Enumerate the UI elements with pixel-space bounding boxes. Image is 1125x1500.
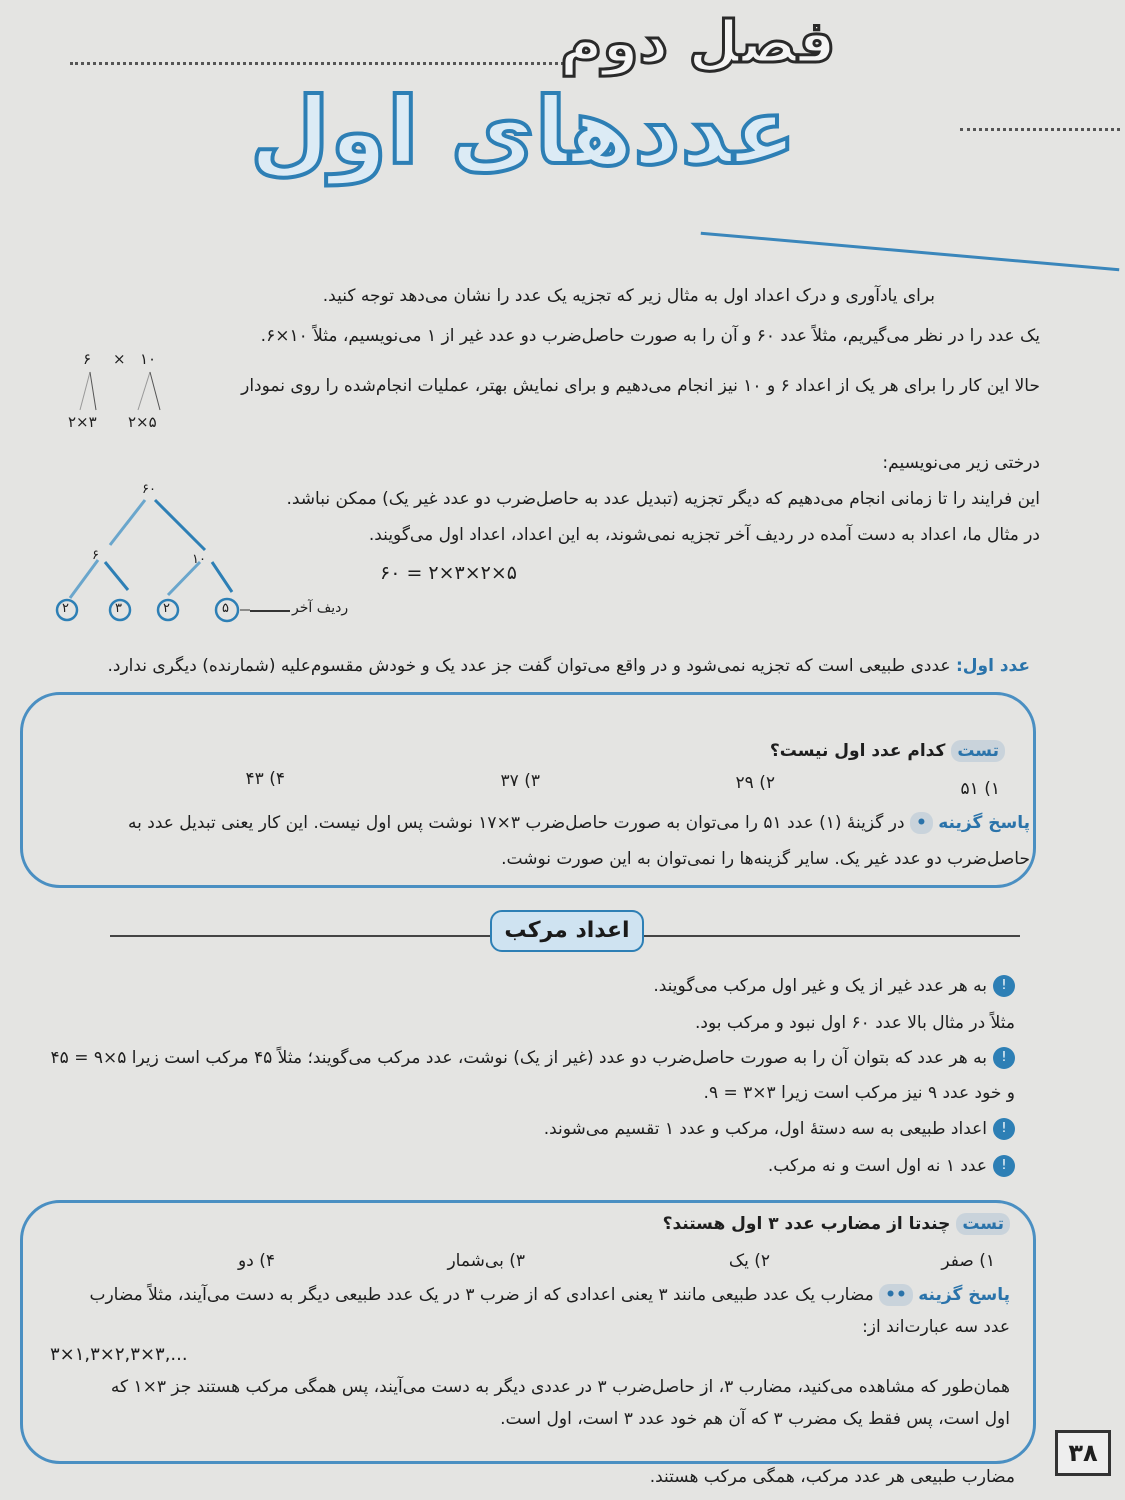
- intro-line-1: برای یادآوری و درک اعداد اول به مثال زیر که تجزیه یک عدد را نشان می‌دهد توجه کنید.: [322, 286, 935, 306]
- test1-option-1[interactable]: ۱) ۵۱: [960, 779, 1000, 799]
- prime-definition: [107, 655, 1030, 677]
- answer-line: مضارب یک عدد طبیعی مانند ۳ یعنی اعدادی که از ضرب ۳ در یک عدد طبیعی دیگر به دست می‌آیند، مثلاً مضارب: [89, 1285, 874, 1305]
- test2-answer-line-2: عدد سه عبارت‌اند از:: [862, 1317, 1010, 1337]
- test2-answer-line-4: همان‌طور که مشاهده می‌کنید، مضارب ۳، از حاصل‌ضرب ۳ در عددی دیگر به دست می‌آیند، پس همگی مرکب هستند جز ۳×۱ که: [110, 1377, 1010, 1397]
- tree-leaf: ۵: [222, 601, 229, 616]
- intro-line-4: درختی زیر می‌نویسیم:: [882, 453, 1040, 473]
- composite-point: [544, 1118, 1015, 1140]
- composite-subpoint: مثلاً در مثال بالا عدد ۶۰ اول نبود و مرکب بود.: [695, 1013, 1015, 1033]
- answer-line: در گزینهٔ (۱) عدد ۵۱ را می‌توان به صورت حاصل‌ضرب ۳×۱۷ نوشت پس اول نیست. این کار یعنی تبدیل عدد به: [128, 813, 905, 833]
- point-text: به هر عدد که بتوان آن را به صورت حاصل‌ضرب دو عدد (غیر از یک) نوشت، عدد مرکب می‌گویند؛ مثلاً ۴۵ مرکب است زیرا ۵×۹ = ۴۵: [50, 1048, 987, 1068]
- test2-option-1[interactable]: ۱) صفر: [941, 1251, 995, 1271]
- point-text: عدد ۱ نه اول است و نه مرکب.: [767, 1156, 987, 1176]
- small-tree-6: ۶: [83, 350, 92, 368]
- answer-label: پاسخ گزینه: [938, 813, 1030, 833]
- composite-header: اعداد مرکب: [490, 910, 644, 952]
- composite-point: [768, 1155, 1015, 1177]
- test2-option-2[interactable]: ۲) یک: [728, 1251, 770, 1271]
- chapter-divider: [70, 62, 570, 65]
- test1-question: [770, 740, 1005, 762]
- definition-text: عددی طبیعی است که تجزیه نمی‌شود و در واقع می‌توان گفت جز عدد یک و خودش مقسوم‌علیه (شمارنده) دیگری ندارد.: [107, 656, 951, 676]
- small-tree-times: ×: [113, 350, 126, 368]
- test2-answer: [89, 1284, 1010, 1306]
- test1-option-4[interactable]: ۴) ۴۳: [245, 769, 285, 789]
- small-tree-2x3: ۲×۳: [68, 413, 97, 431]
- tree-mid-left: ۶: [92, 548, 99, 563]
- page-number: ۳۸: [1055, 1430, 1111, 1476]
- question-text: کدام عدد اول نیست؟: [769, 741, 946, 761]
- definition-label: عدد اول:: [955, 656, 1030, 676]
- test-tag: تست: [956, 1213, 1010, 1235]
- test2-option-4[interactable]: ۴) دو: [238, 1251, 275, 1271]
- answer-label: پاسخ گزینه: [918, 1285, 1010, 1305]
- intro-line-5: این فرایند را تا زمانی انجام می‌دهیم که دیگر تجزیه (تبدیل عدد به حاصل‌ضرب دو عدد غیر یک) ممکن نباشد.: [286, 489, 1040, 509]
- footer-note: مضارب طبیعی هر عدد مرکب، همگی مرکب هستند.: [649, 1467, 1015, 1487]
- point-text: اعداد طبیعی به سه دستهٔ اول، مرکب و عدد ۱ تقسیم می‌شوند.: [543, 1119, 987, 1139]
- point-text: به هر عدد غیر از یک و غیر اول مرکب می‌گویند.: [653, 976, 987, 996]
- test1-answer-line-2: حاصل‌ضرب دو عدد غیر یک. سایر گزینه‌ها را نمی‌توان به این صورت نوشت.: [501, 849, 1030, 869]
- test1-option-3[interactable]: ۳) ۳۷: [500, 771, 540, 791]
- question-text: چندتا از مضارب عدد ۳ اول هستند؟: [662, 1214, 951, 1234]
- intro-line-6: در مثال ما، اعداد به دست آمده در ردیف آخر تجزیه نمی‌شوند، به این اعداد، اعداد اول می‌گویند.: [368, 525, 1040, 545]
- arrow-line: [250, 610, 290, 612]
- tree-leaf: ۲: [62, 601, 69, 616]
- composite-subpoint: و خود عدد ۹ نیز مرکب است زیرا ۳×۳ = ۹.: [703, 1083, 1015, 1103]
- section-divider-left: [110, 935, 490, 937]
- tree-leaf: ۳: [115, 601, 122, 616]
- tree-root: ۶۰: [142, 482, 156, 497]
- composite-point: [51, 1047, 1015, 1069]
- chapter-title: فصل دوم: [560, 8, 836, 76]
- answer-mark: ••: [879, 1284, 913, 1306]
- test2-answer-line-5: اول است، پس فقط یک مضرب ۳ که آن هم خود عدد ۳ است، اول است.: [500, 1409, 1010, 1429]
- test1-option-2[interactable]: ۲) ۲۹: [735, 773, 775, 793]
- factor-tree: [50, 480, 250, 630]
- title-underline: [701, 232, 1120, 272]
- tree-leaf: ۲: [163, 601, 170, 616]
- intro-line-3: حالا این کار را برای هر یک از اعداد ۶ و ۱۰ نیز انجام می‌دهیم و برای نمایش بهتر، عملیات انجام‌شده را روی نمودار: [241, 376, 1040, 396]
- small-tree-2x5: ۲×۵: [128, 413, 157, 431]
- intro-line-2: یک عدد را در نظر می‌گیریم، مثلاً عدد ۶۰ و آن را به صورت حاصل‌ضرب دو عدد غیر از ۱ می‌نویسیم، مثلاً ۱۰×۶.: [260, 326, 1040, 346]
- factorization-equation: ۶۰ = ۲×۳×۲×۵: [380, 562, 517, 584]
- lock-icon: !: [993, 1118, 1015, 1140]
- section-divider-right: [640, 935, 1020, 937]
- test-tag: تست: [951, 740, 1005, 762]
- multiples-list: ۳×۱,۳×۲,۳×۳,...: [50, 1344, 188, 1365]
- lock-icon: !: [993, 975, 1015, 997]
- lock-icon: !: [993, 1155, 1015, 1177]
- tree-mid-right: ۱۰: [192, 552, 206, 567]
- test1-answer: [128, 812, 1030, 834]
- section-title: عددهای اول: [250, 78, 797, 185]
- small-tree-10: ۱۰: [140, 350, 157, 368]
- test2-option-3[interactable]: ۳) بی‌شمار: [447, 1251, 525, 1271]
- chapter-divider-right: [960, 128, 1120, 131]
- answer-mark: •: [910, 812, 933, 834]
- lock-icon: !: [993, 1047, 1015, 1069]
- test2-question: [663, 1213, 1010, 1235]
- composite-point: [653, 975, 1015, 997]
- last-row-label: ردیف آخر: [292, 600, 349, 616]
